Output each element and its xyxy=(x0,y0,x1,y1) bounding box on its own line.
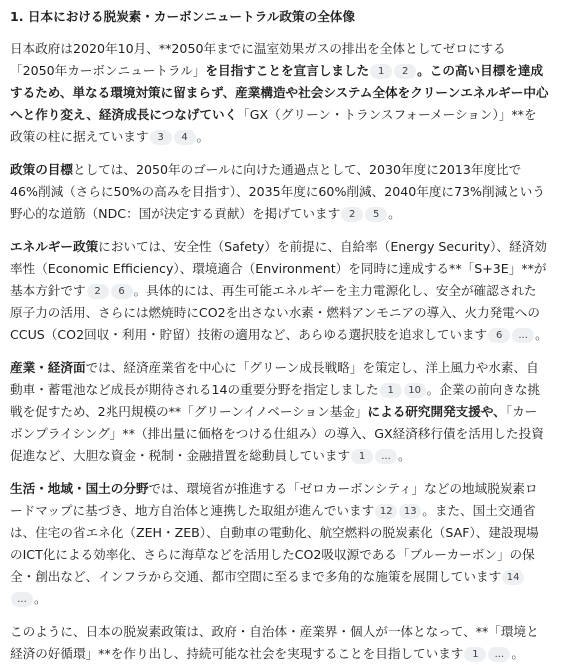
bold-text: による研究開発支援や、 xyxy=(367,404,506,419)
bold-text: 産業・経済面 xyxy=(10,360,86,375)
text-run: 。 xyxy=(196,129,210,144)
citation-chip[interactable]: 2 xyxy=(394,64,416,79)
text-run: では、環境省が推進する「ゼロカーボンシティ」などの地域脱炭素ロードマップに基づき、地方自治体と連携した取組が進んでいます xyxy=(10,481,538,518)
citation-chip[interactable]: 5 xyxy=(365,207,387,222)
citation-chip[interactable]: 3 xyxy=(150,130,172,145)
text-run: 。 xyxy=(388,206,401,221)
paragraph xyxy=(10,236,549,346)
bold-text: 。この高い目標を達成するため、単なる環境対策に留まらず、産業構造や社会システム全体をクリーンエネルギー中心へと作り変え、経済成長につなげていく xyxy=(10,63,549,122)
text-run: 。 xyxy=(398,448,411,463)
citation-chip[interactable]: ... xyxy=(512,328,534,343)
citation-chip[interactable]: 1 xyxy=(380,383,402,398)
text-run: 「カーボンプライシング」**（排出量に価格をつける仕組み）の導入、GX経済移行債を活用した投資促進など、大胆な資金・税制・金融措置を総動員しています xyxy=(10,404,544,463)
paragraph xyxy=(10,621,549,665)
citation-chip[interactable]: 13 xyxy=(399,504,421,519)
bold-text: を目指すことを宣言しました xyxy=(205,63,370,78)
citation-chip[interactable]: 2 xyxy=(87,284,109,299)
paragraph xyxy=(10,38,549,148)
citation-chip[interactable]: 1 xyxy=(464,647,486,662)
paragraph xyxy=(10,357,549,467)
text-run: 。また、国土交通省は、住宅の省エネ化（ZEH・ZEB）、自動車の電動化、航空燃料の脱炭素化（SAF）、建設現場のICT化による効率化、さらに海草などを活用したCO2吸収源である「ブルーカーボン」の保全・創出など、インフラから交通、都市空間に至るまで多角的な施策を展開しています xyxy=(10,503,539,584)
citation-chip[interactable]: 6 xyxy=(111,284,133,299)
citation-chip[interactable]: ... xyxy=(11,592,33,607)
text-run: 。具体的には、再生可能エネルギーを主力電源化し、安全が確認された原子力の活用、さらには燃焼時にCO2を出さない水素・燃料アンモニアの導入、火力発電へのCCUS（CO2回収・利用・貯留）技術の適用など、あらゆる選択肢を追求しています xyxy=(10,283,540,342)
citation-chip[interactable]: 12 xyxy=(375,504,397,519)
bold-text: 政策の目標 xyxy=(10,162,73,177)
paragraph-list xyxy=(10,38,549,665)
citation-chip[interactable]: 1 xyxy=(370,64,392,79)
text-run: 。 xyxy=(34,591,47,606)
citation-chip[interactable]: 4 xyxy=(174,130,196,145)
bold-text: エネルギー政策 xyxy=(10,239,99,254)
bold-text: 生活・地域・国土の分野 xyxy=(10,481,149,496)
text-run: 。 xyxy=(535,327,548,342)
citation-chip[interactable]: 2 xyxy=(341,207,363,222)
citation-chip[interactable]: ... xyxy=(488,647,510,662)
text-run: 「GX（グリーン・トランスフォーメーション）」**を政策の柱に据えています xyxy=(10,107,537,144)
text-run: では、経済産業省を中心に「グリーン成長戦略」を策定し、洋上風力や水素、自動車・蓄電池など成長が期待される14の重要分野を指定しました xyxy=(10,360,539,397)
text-run: においては、安全性（Safety）を前提に、自給率（Energy Security）、経済効率性（Economic Efficiency）、環境適合（Environment）を同時に達成する**「S+3E」**が基本方針です xyxy=(10,239,547,298)
citation-chip[interactable]: 10 xyxy=(404,383,426,398)
citation-chip[interactable]: 14 xyxy=(502,570,524,585)
citation-chip[interactable]: 1 xyxy=(351,449,373,464)
text-run: このように、日本の脱炭素政策は、政府・自治体・産業界・個人が一体となって、**「環境と経済の好循環」**を作り出し、持続可能な社会を実現することを目指しています xyxy=(10,624,539,661)
text-run: としては、2050年のゴールに向けた通過点として、2030年度に2013年度比で46%削減（さらに50%の高みを目指す）、2035年度に60%削減、2040年度に73%削減という野心的な道筋（NDC：国が決定する貢献）を掲げています xyxy=(10,162,545,221)
citation-chip[interactable]: ... xyxy=(375,449,397,464)
paragraph xyxy=(10,478,549,610)
text-run: 。企業の前向きな挑戦を促すため、2兆円規模の**「グリーンイノベーション基金」 xyxy=(10,382,540,419)
paragraph xyxy=(10,159,549,225)
section-heading: 1. 日本における脱炭素・カーボンニュートラル政策の全体像 xyxy=(10,9,355,24)
text-run: 日本政府は2020年10月、**2050年までに温室効果ガスの排出を全体としてゼロにする「2050年カーボンニュートラル」 xyxy=(10,41,506,78)
text-run: 。 xyxy=(511,646,524,661)
citation-chip[interactable]: 6 xyxy=(488,328,510,343)
